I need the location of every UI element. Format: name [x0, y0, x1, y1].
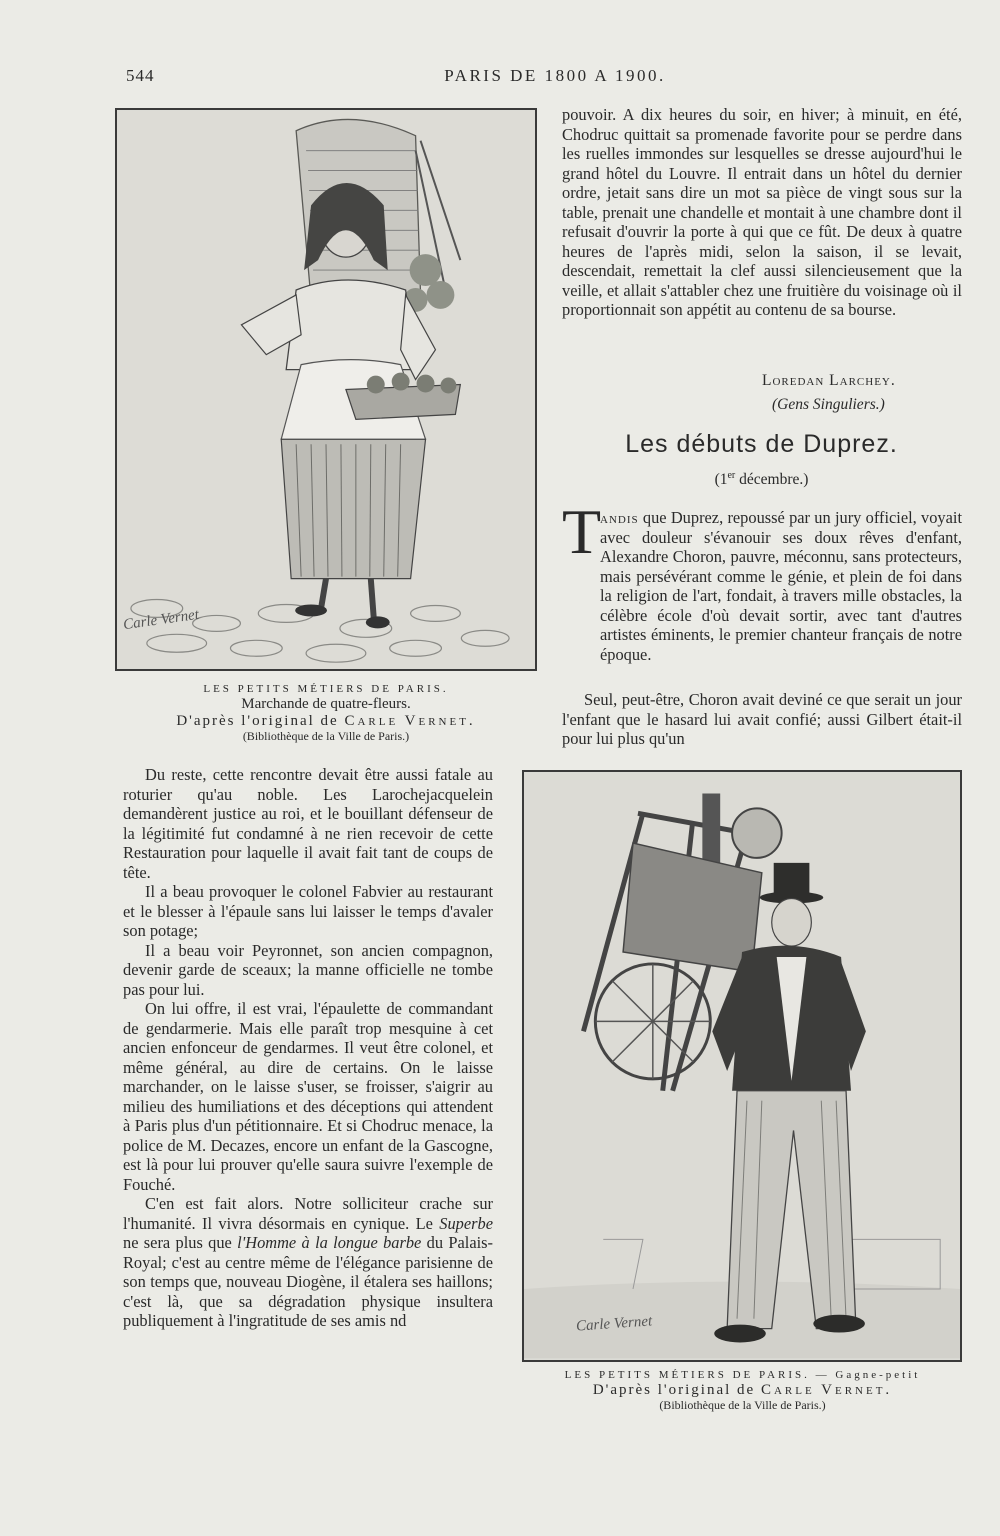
- duprez-text-b: [562, 690, 962, 749]
- left-p1: Du reste, cette rencontre devait être aussi fatale au roturier qu'au noble. Les Larochejacquelein demandèrent justice au roi, et le bouillant défenseur de la légitimité fut condamné à ne rien recevoir de cette Restauration pour laquelle il avait fait tant de coups de tête.: [123, 765, 493, 882]
- figure1-caption-title: Marchande de quatre-fleurs.: [241, 695, 411, 712]
- figure2-caption-credit: [515, 1382, 970, 1399]
- author-source: (Gens Singuliers.): [772, 396, 885, 413]
- date-open: (: [714, 471, 720, 489]
- left-p2: Il a beau provoquer le colonel Fabvier au restaurant et le blesser à l'épaule sans lui laisser le temps d'avaler son potage;: [123, 882, 493, 940]
- author-signature: Loredan Larchey.: [762, 372, 896, 389]
- figure1-credit-prefix: D'après l'original de: [176, 712, 345, 729]
- left-p5-a: C'en est fait alors. Notre solliciteur crache sur l'humanité. Il vivra désormais en cynique. Le: [123, 1194, 493, 1233]
- left-column-text: [123, 765, 493, 1331]
- duprez-p2: Seul, peut-être, Choron avait deviné ce que serait un jour l'enfant que le hasard lui avait confié; aussi Gilbert était-il pour lui plus qu'un: [562, 690, 962, 748]
- left-p4: On lui offre, il est vrai, l'épaulette de commandant de gendarmerie. Mais elle paraît trop mesquine à cet ancien enfonceur de gendarmes. Il veut être colonel, et même général, au dire de certains. On le laisse marchander, on le laisse s'user, se froisser, s'aigrir au milieu des humiliations et des déceptions qui attendent à Paris plus d'un pétitionnaire. Et si Chodruc menace, la police de M. Decazes, encore un enfant de la Gascogne, est là pour lui prouver qu'elle saura suivre l'exemple de Fouché.: [123, 999, 493, 1194]
- artist-signature-1: Carle Vernet: [122, 606, 200, 634]
- artist-signature-2: Carle Vernet: [575, 1313, 653, 1335]
- figure1-caption-series: LES PETITS MÉTIERS DE PARIS.: [203, 683, 449, 695]
- figure2-credit-artist: Carle Vernet.: [760, 1381, 893, 1398]
- left-p5-b: ne sera plus que: [123, 1233, 238, 1252]
- duprez-text-a: [600, 508, 962, 664]
- figure1-caption-credit: [115, 713, 537, 730]
- figure2-caption-series: LES PETITS MÉTIERS DE PARIS. — Gagne-petit: [564, 1369, 921, 1381]
- illustration-knife-grinder: [522, 770, 962, 1362]
- date-num: 1: [719, 471, 728, 489]
- right-column-top: [562, 105, 962, 320]
- section-date: [565, 470, 958, 489]
- knife-grinder-drawing: [524, 772, 960, 1360]
- date-sup: er: [727, 470, 736, 481]
- figure2-caption: [515, 1369, 970, 1413]
- first-word-rest: andis: [600, 508, 639, 527]
- page-number: 544: [126, 66, 155, 85]
- left-p5: [123, 1194, 493, 1331]
- left-p3: Il a beau voir Peyronnet, son ancien compagnon, devenir garde de sceaux; la manne officielle ne tombe pas pour lui.: [123, 940, 493, 999]
- section-title: Les débuts de Duprez.: [625, 430, 898, 458]
- figure2-caption-source: (Bibliothèque de la Ville de Paris.): [659, 1397, 826, 1412]
- left-p5-em1: Superbe: [439, 1213, 493, 1233]
- drop-cap: T: [562, 496, 602, 567]
- date-rest: décembre.): [735, 471, 809, 489]
- illustration-flower-seller: [115, 108, 537, 671]
- running-title: PARIS DE 1800 A 1900.: [444, 66, 666, 85]
- duprez-p1-text: que Duprez, repoussé par un jury officiel, voyait avec douleur s'évanouir ses doux rêves d'enfant, Alexandre Choron, pauvre, méconnu, sans protecteurs, mais persévérant comme le génie, et plein de foi dans la religion de l'art, fondait, à travers mille obstacles, la célèbre école d'où devait sortir, avec tant d'autres artistes éminents, le premier chanteur français de notre époque.: [600, 508, 962, 664]
- figure1-caption: [115, 683, 537, 744]
- left-p5-c: du Palais-Royal; c'est au centre même de l'élégance parisienne de son temps que, nouveau Diogène, il étalera ses haillons; c'est là, que sa dégradation physique insultera publiquement à l'ingratitude de ses amis nd: [123, 1233, 493, 1330]
- figure2-credit-prefix: D'après l'original de: [592, 1381, 761, 1398]
- chodruc-paragraph: pouvoir. A dix heures du soir, en hiver; à minuit, en été, Chodruc quittait sa promenade favorite pour se perdre dans les ruelles immondes sur lesquelles se dresse aujourd'hui le grand hôtel du Louvre. Il entrait dans un hôtel du dernier ordre, jetait sans dire un mot sa pièce de vingt sous sur la table, prenait une chandelle et montait à une chambre dont il refusait d'ouvrir la porte à qui que ce fût. De deux à quatre heures de l'après midi, selon la saison, il se levait, descendait, remettait la clef aussi silencieusement que la veille, et allait s'attabler chez une fruitière du voisinage où il proportionnait son appétit au contenu de sa bourse.: [562, 105, 962, 319]
- figure1-credit-artist: Carle Vernet.: [344, 712, 476, 729]
- left-p5-em2: l'Homme à la longue barbe: [237, 1233, 422, 1252]
- flower-seller-drawing: [117, 110, 535, 669]
- duprez-p1-start: [600, 508, 962, 664]
- figure1-caption-source: (Bibliothèque de la Ville de Paris.): [242, 729, 410, 744]
